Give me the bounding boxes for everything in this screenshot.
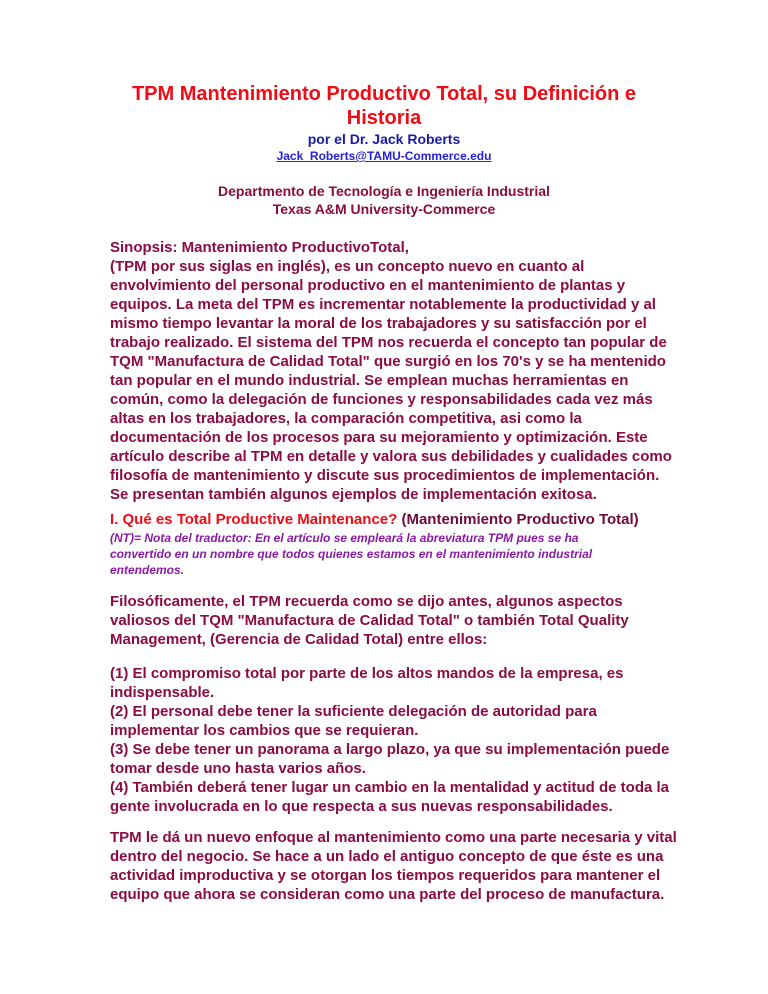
list-line: indispensable.	[110, 684, 215, 701]
text-line: (TPM por sus siglas en inglés), es un concepto nuevo en cuanto al	[110, 258, 585, 275]
list-line: (3) Se debe tener un panorama a largo plazo, ya que su implementación puede	[110, 741, 670, 758]
text-line: envolvimiento del personal productivo en el mantenimiento de plantas y	[110, 277, 626, 294]
text-line: filosofía de mantenimiento y discute sus procedimientos de implementación.	[110, 467, 660, 484]
note-line: convertido en un nombre que todos quienes estamos en el mantenimiento industrial	[110, 547, 593, 561]
note-line: entendemos.	[110, 563, 185, 577]
synopsis-paragraph	[110, 238, 670, 504]
text-line: equipos. La meta del TPM es incrementar notablemente la productividad y al	[110, 296, 656, 313]
text-line: valiosos del TQM "Manufactura de Calidad Total" o también Total Quality	[110, 612, 629, 629]
text-line: Sinopsis: Mantenimiento ProductivoTotal,	[110, 239, 409, 256]
department-line: Texas A&M University-Commerce	[272, 201, 496, 217]
text-line: TQM "Manufactura de Calidad Total" que surgió en los 70's y se ha mentenido	[110, 353, 666, 370]
list-line: (2) El personal debe tener la suficiente delegación de autoridad para	[110, 703, 597, 720]
text-line: Filosóficamente, el TPM recuerda como se dijo antes, algunos aspectos	[110, 593, 623, 610]
philosophy-paragraph	[110, 592, 670, 649]
author-byline: por el Dr. Jack Roberts	[307, 131, 461, 147]
section-heading-spanish: (Mantenimiento Productivo Total)	[397, 511, 639, 528]
text-line: dentro del negocio. Se hace a un lado el antiguo concepto de que éste es una	[110, 848, 664, 865]
title-line: Historia	[346, 107, 422, 129]
email-link[interactable]: Jack_Roberts@TAMU-Commerce.edu	[276, 149, 492, 163]
list-line: (4) También deberá tener lugar un cambio en la mentalidad y actitud de toda la	[110, 779, 670, 796]
section-heading-english: I. Qué es Total Productive Maintenance?	[110, 511, 398, 528]
text-line: Se presentan también algunos ejemplos de implementación exitosa.	[110, 486, 597, 503]
text-line: común, como la delegación de funciones y responsabilidades cada vez más	[110, 391, 653, 408]
section-heading	[110, 510, 670, 529]
list-line: gente involucrada en lo que respecta a sus nuevas responsabilidades.	[110, 798, 613, 815]
department-affiliation	[100, 182, 668, 218]
text-line: trabajo realizado. El sistema del TPM nos recuerda el concepto tan popular de	[110, 334, 667, 351]
text-line: actividad improductiva y se otorgan los tiempos requeridos para mantener el	[110, 867, 661, 884]
text-line: Management, (Gerencia de Calidad Total) entre ellos:	[110, 631, 488, 648]
text-line: equipo que ahora se consideran como una parte del proceso de manufactura.	[110, 886, 665, 903]
title-line: TPM Mantenimiento Productivo Total, su Definición e	[131, 83, 637, 105]
note-line: (NT)= Nota del traductor: En el artículo se empleará la abreviatura TPM pues se ha	[110, 531, 579, 545]
tpm-approach-paragraph	[110, 828, 677, 904]
text-line: documentación de los procesos para su mejoramiento y optimización. Este	[110, 429, 648, 446]
text-line: tan popular en el mundo industrial. Se emplean muchas herramientas en	[110, 372, 629, 389]
document-title	[100, 82, 668, 130]
text-line: artículo describe al TPM en detalle y valora sus debilidades y cualidades como	[110, 448, 672, 465]
text-line: altas en los trabajadores, la comparación competitiva, asi como la	[110, 410, 582, 427]
department-line: Departmento de Tecnología e Ingeniería Industrial	[218, 183, 550, 199]
aspects-list	[110, 664, 670, 816]
text-line: mismo tiempo levantar la moral de los trabajadores y su satisfacción por el	[110, 315, 647, 332]
translator-note	[110, 530, 670, 578]
list-line: implementar los cambios que se requieran.	[110, 722, 419, 739]
author-email	[100, 149, 668, 164]
text-line: TPM le dá un nuevo enfoque al mantenimiento como una parte necesaria y vital	[110, 829, 677, 846]
list-line: (1) El compromiso total por parte de los altos mandos de la empresa, es	[110, 665, 624, 682]
list-line: tomar desde uno hasta varios años.	[110, 760, 366, 777]
